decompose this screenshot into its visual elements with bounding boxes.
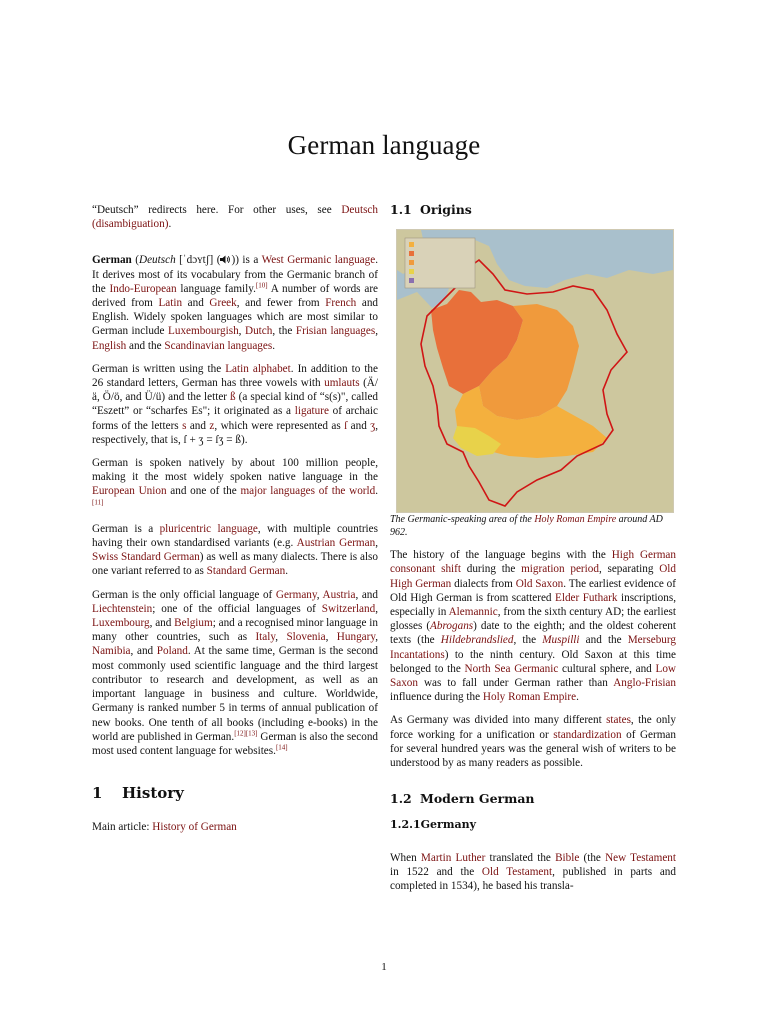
ref-10[interactable]: [10] [255,281,268,290]
link-austria[interactable]: Austria [322,588,356,601]
intro-paragraph-5: German is the only official language of Germany, Austria, and Liechtenstein; one of the official languages of Switzerland, Luxembourg, and Belgium; and a recognised minor language in many other countries, such as Italy, Slovenia, Hungary, Namibia, and Poland. At the same time, German is the second most commonly used scientific language and the third largest contributor to research and development, as well as an important language in business and culture. Worldwide, Germany is ranked number 5 in terms of annual publication of new books. One tenth of all books (including e-books) in the world are published in German.[12][13] German is also the second most used content language for websites.[14] [92,588,379,757]
link-indo-european[interactable]: Indo-European [109,282,177,295]
link-umlauts[interactable]: umlauts [324,377,360,390]
map-legend-swatch [409,260,414,265]
main-article-note: Main article: History of German [92,821,237,834]
left-column [92,203,378,844]
link-muspilli[interactable]: Muspilli [542,634,580,647]
origins-paragraph-2: As Germany was divided into many different states, the only force working for a unification or standardization of German for several hundred years was the general wish of writers to be understood by as many readers as possible. [390,714,676,770]
link-hildebrandslied[interactable]: Hildebrandslied [440,634,514,647]
link-french[interactable]: French [325,297,357,310]
link-anglo-frisian[interactable]: Anglo-Frisian [613,677,676,690]
origins-paragraph-1: The history of the language begins with the High German consonant shift during the migration period, separating Old High German dialects from Old Saxon. The earliest evidence of Old High German is from scattered Elder Futhark inscriptions, especially in Alemannic, from the sixth century AD; the earliest glosses (Abrogans) date to the eighth; and the oldest coherent texts (the Hildebrandslied, the Muspilli and the Merseburg Incantations) to the ninth century. Old Saxon at this time belonged to the North Sea Germanic cultural sphere, and Low Saxon was to fall under German rather than Anglo-Frisian influence during the Holy Roman Empire. [390,549,677,704]
link-major-languages[interactable]: major languages of the world [240,485,376,498]
link-bible[interactable]: Bible [555,851,580,864]
link-austrian-german[interactable]: Austrian German [296,537,376,550]
map-legend-swatch [409,269,414,274]
link-high-german-consonant-shift[interactable]: High German consonant shift [390,549,676,576]
link-s[interactable]: s [182,419,187,432]
link-low-saxon[interactable]: Low Saxon [390,662,676,690]
link-ligature[interactable]: ligature [294,405,329,418]
ref-14[interactable]: [14] [275,743,288,752]
link-history-of-german[interactable]: History of German [152,821,237,834]
section-heading-modern-german: 1.2 Modern German [390,791,535,807]
link-latin-alphabet[interactable]: Latin alphabet [225,362,291,375]
speaker-icon[interactable] [220,254,231,263]
map-legend-box [405,238,475,288]
link-merseburg-incantations[interactable]: Merseburg Incantations [390,634,676,661]
intro-paragraph-3: German is spoken natively by about 100 million people, making it the most widely spoken native language in the European Union and one of the major languages of the world.[11] [92,457,379,506]
link-ezh[interactable]: ʒ [370,419,376,432]
link-holy-roman-empire-caption[interactable]: Holy Roman Empire [534,514,617,526]
link-european-union[interactable]: European Union [92,485,167,498]
link-italy[interactable]: Italy [255,631,276,644]
link-switzerland[interactable]: Switzerland [321,602,376,615]
page-title: German language [287,130,481,161]
map-legend [405,238,475,288]
section-heading-germany: 1.2.1Germany [390,818,476,832]
ref-12-13[interactable]: [12][13] [234,728,258,737]
link-states[interactable]: states [606,714,631,727]
link-north-sea-germanic[interactable]: North Sea Germanic [464,662,559,675]
intro-paragraph-2: German is written using the Latin alphabet. In addition to the 26 standard letters, German has three vowels with umlauts (Ä/ä, Ö/ö, and Ü/ü) and the letter ß (a special kind of “s(s)", called “Eszett” or “scharfes Es"; it originated as a ligature of archaic forms of the letters s and z, which were represented as ſ and ʒ, respectively, that is, ſ + ʒ = ſʒ = ß). [92,362,379,446]
link-standardization[interactable]: standardization [553,728,622,741]
link-liechtenstein[interactable]: Liechtenstein [92,602,153,615]
link-standard-german[interactable]: Standard German [206,565,286,578]
link-hungary[interactable]: Hungary [336,631,376,644]
section-heading-history: 1 History [92,784,184,803]
link-abrogans[interactable]: Abrogans [430,620,474,633]
link-scandinavian-languages[interactable]: Scandinavian languages [164,339,273,352]
link-new-testament[interactable]: New Testament [605,851,676,864]
link-greek[interactable]: Greek [209,297,237,310]
link-holy-roman-empire[interactable]: Holy Roman Empire [482,691,577,704]
modern-paragraph-1: When Martin Luther translated the Bible (the New Testament in 1522 and the Old Testament, published in parts and completed in 1534), he based his transla- [390,851,676,893]
page-number: 1 [381,961,387,973]
hatnote: “Deutsch” redirects here. For other uses, see Deutsch (disambiguation). [92,204,378,231]
map-svg [397,230,673,512]
map-legend-swatch [409,278,414,283]
map-caption: The Germanic-speaking area of the Holy Roman Empire around AD 962. [390,514,663,539]
link-luxembourg[interactable]: Luxembourg [92,617,150,630]
link-old-saxon[interactable]: Old Saxon [515,577,564,590]
link-long-s[interactable]: ſ [344,419,348,432]
link-old-testament[interactable]: Old Testament [481,865,553,878]
link-martin-luther[interactable]: Martin Luther [420,851,486,864]
link-west-germanic-language[interactable]: West Germanic language [261,254,376,267]
link-belgium[interactable]: Belgium [174,617,213,630]
link-dutch[interactable]: Dutch [245,325,273,338]
intro-paragraph-4: German is a pluricentric language, with multiple countries having their own standardised variants (e.g. Austrian German, Swiss Standard German) as well as many dialects. There is also one variant referred to as Standard German. [92,522,379,578]
link-deutsch-disambiguation[interactable]: Deutsch (disambiguation) [92,204,378,231]
link-eszett[interactable]: ß [230,391,236,404]
link-slovenia[interactable]: Slovenia [286,631,326,644]
link-old-high-german[interactable]: Old High German [390,563,676,590]
link-germany[interactable]: Germany [275,588,317,601]
link-latin[interactable]: Latin [158,297,183,310]
map-legend-swatch [409,242,414,247]
link-alemannic[interactable]: Alemannic [448,606,498,619]
link-migration-period[interactable]: migration period [521,563,599,576]
link-swiss-standard-german[interactable]: Swiss Standard German [92,551,200,564]
link-pluricentric-language[interactable]: pluricentric language [159,522,258,535]
link-poland[interactable]: Poland [156,645,188,658]
right-column [390,203,676,902]
holy-roman-empire-map[interactable] [396,229,674,513]
link-namibia[interactable]: Namibia [92,645,131,658]
section-heading-origins: 1.1 Origins [390,202,472,217]
link-frisian-languages[interactable]: Frisian languages [295,325,376,338]
link-elder-futhark[interactable]: Elder Futhark [555,591,618,604]
link-z[interactable]: z [209,419,215,432]
map-legend-swatch [409,251,414,256]
intro-paragraph-1: German (Deutsch [ˈdɔʏtʃ] ( )) is a West Germanic language. It derives most of its vocabulary from the Germanic branch of the Indo-European language family.[10] A number of words are derived from Latin and Greek, and fewer from French and English. Widely spoken languages which are most similar to German include Luxembourgish, Dutch, the Frisian languages, English and the Scandinavian languages. [92,254,379,352]
ref-11[interactable]: [11] [92,497,104,506]
link-english[interactable]: English [92,339,127,352]
link-luxembourgish[interactable]: Luxembourgish [168,325,239,338]
